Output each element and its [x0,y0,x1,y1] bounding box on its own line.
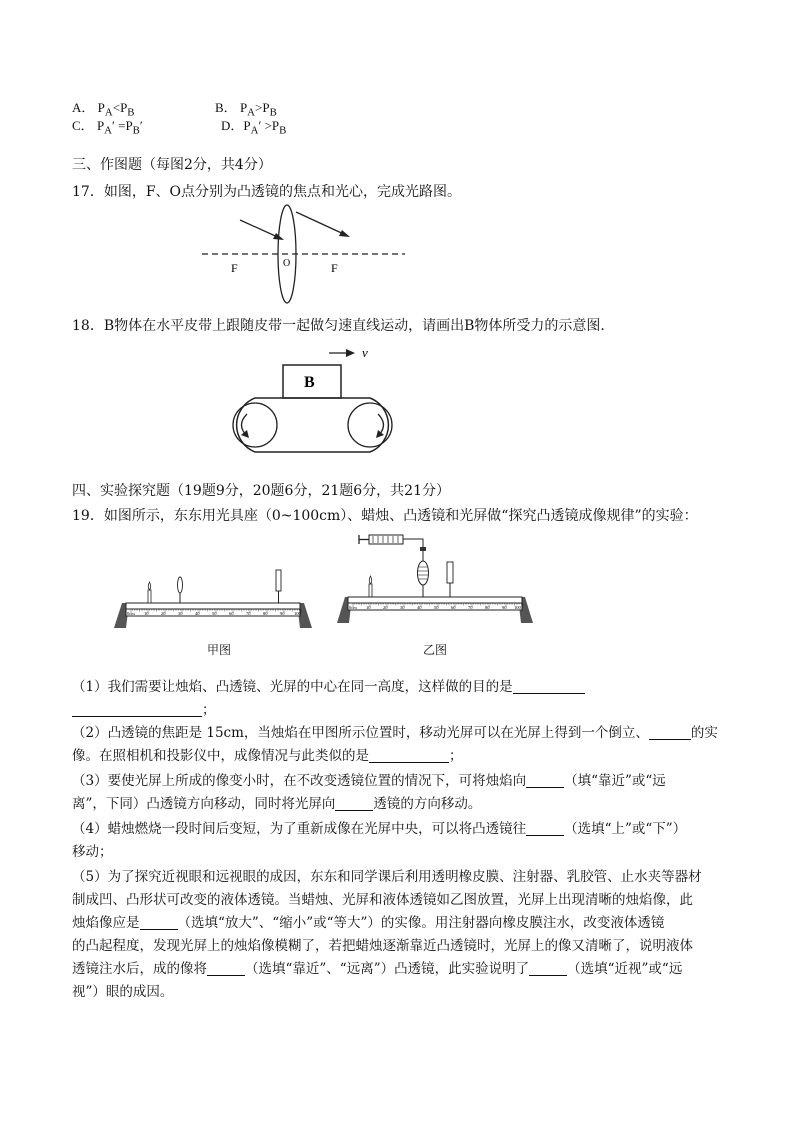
jia-candle [148,590,151,603]
focus-left-label: F [231,261,238,275]
yi-candle [369,584,372,597]
q19-part4: （4）蜡烛燃烧一段时间后变短，为了重新成像在光屏中央，可以将凸透镜往 （选填“上”或“下”） 移动； [72,821,687,860]
yi-tick-label: 90 [502,605,507,610]
yi-screen [447,562,453,583]
jia-tick-label: 80 [263,611,268,616]
focus-right-label: F [331,261,338,275]
yi-tick-label: 30 [400,605,405,610]
left-rotation-arrowhead [241,430,249,438]
jia-tick-label: 10 [144,611,149,616]
answer-blank[interactable] [649,724,691,740]
yi-tick-label: 80 [485,605,490,610]
option-d: D．$P_A' >P_B$ [221,118,287,137]
answer-blank[interactable] [529,960,567,976]
left-pulley [233,403,277,447]
answer-blank[interactable] [526,820,564,836]
water-clamp [420,547,426,551]
option-c: C． $P_A' =P_B'$ [72,118,143,137]
answer-blank[interactable] [513,678,585,694]
jia-bench-top [126,603,300,609]
jia-lens [178,577,183,593]
jia-screen [276,570,281,591]
q19-intro: 19．如图所示，东东用光具座（0~100cm）、蜡烛、凸透镜和光屏做“探究凸透镜成像规律”的实验： [72,508,698,524]
refracted-ray-arrow [339,230,350,237]
section4-heading: 四、实验探究题（19题9分，20题6分，21题6分，共21分） [72,483,450,499]
answer-blank[interactable] [72,701,202,717]
q19-part3: （3）要使光屏上所成的像变小时，在不改变透镜位置的情况下，可将烛焰向 （填“靠近”或“远 离”，下同）凸透镜方向移动，同时将光屏向 透镜的方向移动。 [72,773,666,812]
q19-part1: （1）我们需要让烛焰、凸透镜、光屏的中心在同一高度，这样做的目的是 ； [72,676,732,722]
caption-yi: 乙图 [423,643,448,657]
velocity-arrowhead [346,349,355,357]
option-a: A． $P_A<P_B$ [72,100,135,119]
liquid-lens [418,561,429,585]
q17-lens-diagram [190,200,410,312]
yi-flame [369,576,372,584]
figure-yi [337,531,533,631]
jia-tick-label: 60 [229,611,234,616]
yi-tick-label: 60 [451,605,456,610]
refracted-ray [296,212,348,236]
velocity-label: v [362,345,368,360]
jia-tick-label: 30 [178,611,183,616]
answer-blank[interactable] [526,772,564,788]
yi-bench-top [348,597,522,603]
conveyor-belt [237,398,389,452]
answer-blank[interactable] [207,960,245,976]
jia-scale-start: 0cm [127,611,135,616]
yi-tick-label: 70 [468,605,473,610]
jia-tick-label: 40 [195,611,200,616]
option-b: B． $P_A>P_B$ [215,100,277,119]
jia-tick-label: 50 [212,611,217,616]
q17-text: 17．如图，F、O点分别为凸透镜的焦点和光心，完成光路图。 [72,184,462,200]
jia-tick-label: 100 [294,611,301,616]
jia-flame [148,582,151,590]
q18-conveyor-diagram [225,342,403,456]
right-rotation-arrowhead [376,430,384,438]
jia-tick-label: 20 [161,611,166,616]
q18-text: 18．B物体在水平皮带上跟随皮带一起做匀速直线运动，请画出B物体所受力的示意图. [72,318,605,334]
yi-tick-label: 10 [366,605,371,610]
optical-center-label: O [283,258,291,269]
answer-blank[interactable] [140,914,178,930]
yi-tick-label: 100 [514,605,521,610]
yi-tick-label: 50 [434,605,439,610]
yi-tick-label: 40 [417,605,422,610]
answer-blank[interactable] [335,795,373,811]
block-b-label: B [304,374,315,391]
jia-tick-label: 90 [280,611,285,616]
figure-jia [110,568,316,630]
right-pulley [348,403,392,447]
q19-part2: （2）凸透镜的焦距是 15cm，当烛焰在甲图所示位置时，移动光屏可以在光屏上得到一个倒立、 的实 像。在照相机和投影仪中，成像情况与此类似的是 ； [72,725,718,764]
jia-tick-label: 70 [246,611,251,616]
yi-tick-label: 20 [383,605,388,610]
q19-part5: （5）为了探究近视眼和远视眼的成因，东东和同学课后利用透明橡皮膜、注射器、乳胶管、止水夹等器材 制成凹、凸形状可改变的液体透镜。当蜡烛、光屏和液体透镜如乙图放置，光屏上出现清晰的烛焰像，此 烛焰像应是 （选填“放大”、“缩小”或“等大”）的实像。用注射器向橡皮膜注水，改变液体透镜 的凸起程度，发现光屏上的烛焰像模糊了，若把蜡烛逐渐靠近凸透镜时，光屏上的像又清晰了，说明液体 透镜注水后，成的像将 （选填“靠近”、“远离”）凸透镜，此实验说明了 （选填“近视”或“远 视”）眼的成因。 [72,869,702,1000]
yi-scale-start: 0cm [349,605,357,610]
section3-heading: 三、作图题（每图2分，共4分） [72,157,272,173]
caption-jia: 甲图 [207,643,232,657]
answer-blank[interactable] [369,747,449,763]
